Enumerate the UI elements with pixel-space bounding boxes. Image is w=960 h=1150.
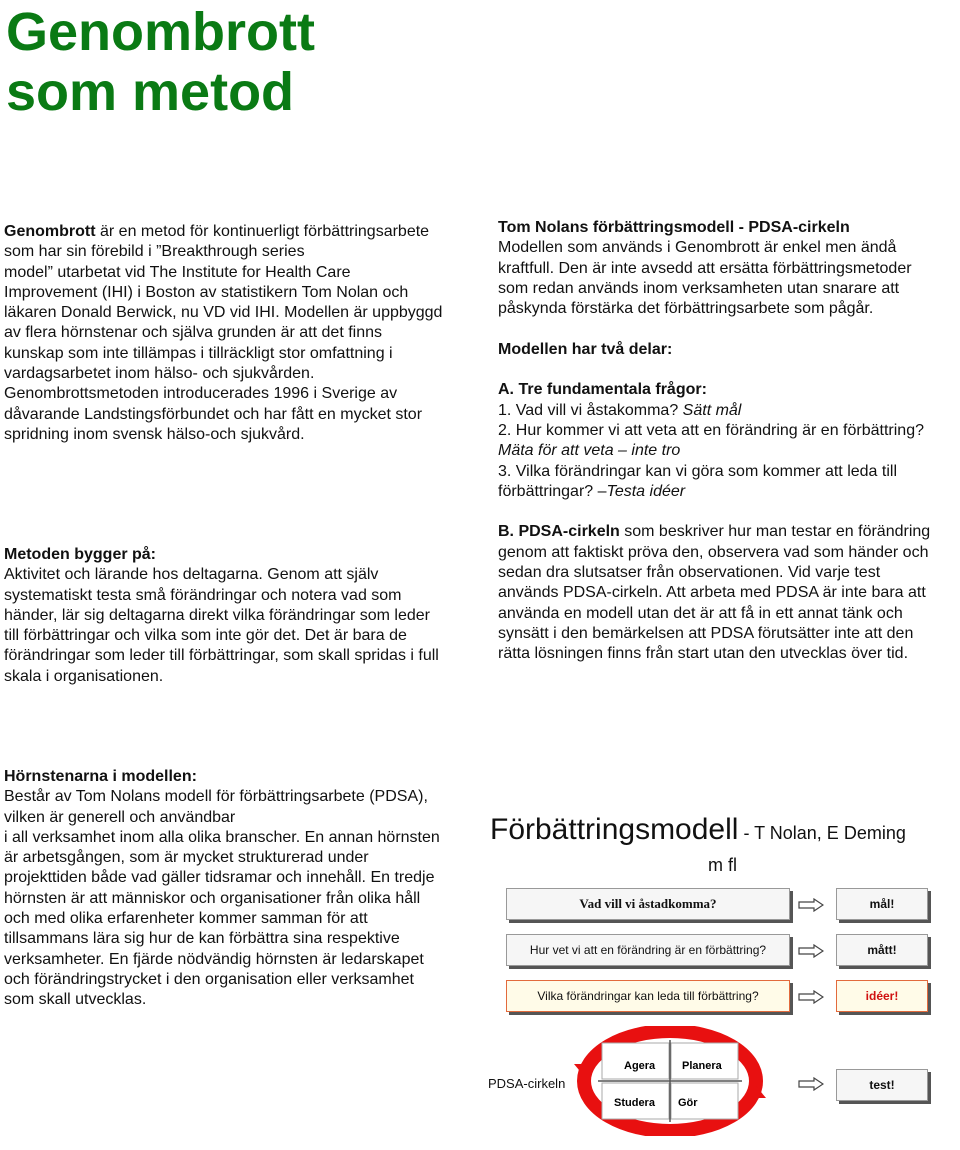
- question-3: 3. Vilka förändringar kan vi göra som kommer att leda till förbättringar? –Testa idéer: [498, 462, 897, 500]
- test-box: test!: [836, 1069, 928, 1101]
- method-text-1: Aktivitet och lärande hos deltagarna. Genom att själv systematiskt testa små förändringar och notera vad som: [4, 566, 402, 604]
- title-line-2: som metod: [6, 62, 295, 122]
- cycle-label-act: Agera: [624, 1060, 656, 1072]
- diagram-title-authors: - T Nolan, E Deming: [738, 823, 906, 843]
- nolan-section: [498, 218, 938, 665]
- method-heading: Metoden bygger på:: [4, 546, 157, 563]
- answer-box-3: idéer!: [836, 980, 928, 1012]
- method-text-2: händer, lär sig deltagarna direkt vilka förändringar som leder till förbättringar och vilka som inte gör det. Det är bara de förändringar som leder till förbättringar, som skall spridas i full skala i organisationen.: [4, 606, 439, 685]
- cornerstones-section: [4, 767, 444, 1011]
- title-line-1: Genombrott: [6, 2, 315, 62]
- cycle-label-study: Studera: [614, 1097, 655, 1109]
- page-title: [6, 2, 315, 122]
- cornerstones-heading: Hörnstenarna i modellen:: [4, 768, 197, 785]
- intro-bold: Genombrott: [4, 223, 96, 240]
- nolan-heading: Tom Nolans förbättringsmodell - PDSA-cirkeln: [498, 219, 850, 236]
- diagram-title-main: Förbättringsmodell: [490, 813, 739, 846]
- arrow-right-icon: [798, 990, 824, 1004]
- question-box-1: Vad vill vi åstadkomma?: [506, 888, 790, 920]
- cornerstones-text-2: i all verksamhet inom alla olika branscher. En annan hörnsten är arbetsgången, som är mycket strukturerad under projekttiden både vad gäller tidsramar och innehåll. En tredje hörnsten är att människor och organisationer från olika håll och med olika erfarenheter kommer samman för att tillsammans lära sig hur de kan förbättra sina respektive verksamheter. En fjärde nödvändig hörnsten är ledarskapet och förändringstrycket i den organisation eller verksamhet som skall utvecklas.: [4, 828, 440, 1009]
- cornerstones-text-1: Består av Tom Nolans modell för förbättringsarbete (PDSA), vilken är generell och användbar: [4, 788, 428, 826]
- question-box-3: Vilka förändringar kan leda till förbättring?: [506, 980, 790, 1012]
- nolan-paragraph: Modellen som används i Genombrott är enkel men ändå kraftfull. Den är inte avsedd att ersätta förbättringsmetoder som redan används inom verksamheten utan snarare att påskynda förstärka det förbättringsarbete som pågår.: [498, 239, 912, 318]
- intro-paragraph: [4, 222, 444, 445]
- method-section: [4, 545, 444, 687]
- answer-box-2: mått!: [836, 934, 928, 966]
- question-box-2: Hur vet vi att en förändring är en förbättring?: [506, 934, 790, 966]
- pdsa-cycle-diagram: [570, 1026, 770, 1136]
- intro-text-2: model” utarbetat vid The Institute for Health Care Improvement (IHI) i Boston av statistikern Tom Nolan och läkaren Donald Berwick, nu VD vid IHI. Modellen är uppbyggd av flera hörnstenar och själva grunden är att det finns kunskap som inte tillämpas i tillräckligt stor omfattning i vardagsarbetet inom hälso- och sjukvården. Genombrottsmetoden introducerades 1996 i Sverige av dåvarande Landstingsförbundet och har fått en mycket stor spridning inom svensk hälso-och sjukvård.: [4, 263, 443, 443]
- arrow-right-icon: [798, 944, 824, 958]
- diagram-title: [490, 813, 960, 875]
- cycle-label-plan: Planera: [682, 1060, 722, 1072]
- pdsa-label: PDSA-cirkeln: [488, 1076, 566, 1091]
- cycle-label-do: Gör: [678, 1097, 698, 1109]
- arrow-right-icon: [798, 898, 824, 912]
- parts-heading: Modellen har två delar:: [498, 340, 673, 358]
- improvement-model-diagram: [480, 808, 960, 1148]
- pdsa-paragraph: B. PDSA-cirkeln som beskriver hur man testar en förändring genom att faktiskt pröva den, observera vad som händer och sedan dra slutsatser från observationen. Vid varje test används PDSA-cirkeln. Att arbeta med PDSA är inte bara att använda en modell utan det är att få in ett annat tänk och synsätt i den bemärkelsen att PDSA förutsätter inte att den rätta lösningen finns från start utan den utvecklas över tid.: [498, 523, 931, 663]
- arrow-right-icon: [798, 1077, 824, 1091]
- diagram-title-line-2: m fl: [708, 855, 737, 875]
- intro-text-1: är en metod för kontinuerligt förbättringsarbete som har sin förebild i ”Breakthrough series: [4, 223, 430, 261]
- questions-heading: A. Tre fundamentala frågor:: [498, 381, 707, 399]
- question-2: 2. Hur kommer vi att veta att en förändring är en förbättring? Mäta för att veta – inte tro: [498, 421, 924, 460]
- question-1: 1. Vad vill vi åstakomma? Sätt mål: [498, 401, 742, 419]
- answer-box-1: mål!: [836, 888, 928, 920]
